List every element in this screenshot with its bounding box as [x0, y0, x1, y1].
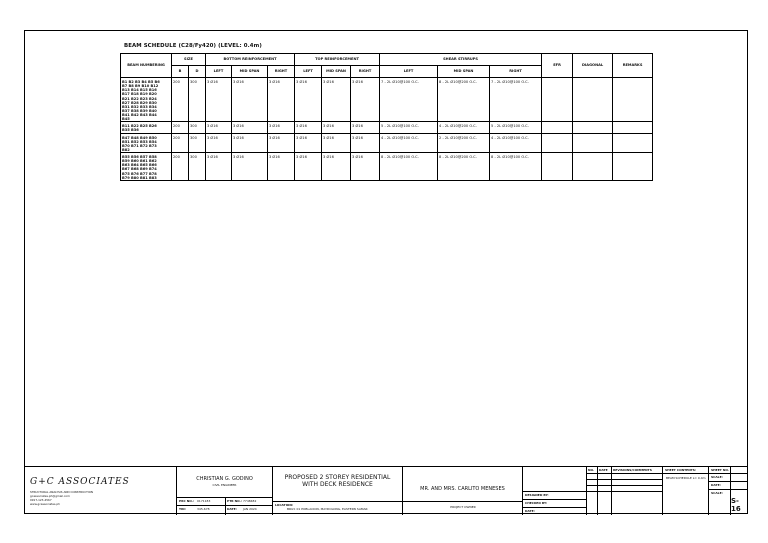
- logo-sub1: STRUCTURAL ANALYSIS AND CONSTRUCTION: [30, 490, 94, 494]
- header-diagonal: DIAGONAL: [573, 54, 613, 78]
- cell-diagonal: [573, 122, 613, 133]
- company-logo-cell: [24, 467, 176, 515]
- beam-schedule-table: [120, 53, 653, 181]
- header-top-reinforcement: TOP REINFORCEMENT: [295, 54, 380, 66]
- designed-by-label: DESIGNED BY:: [525, 493, 549, 497]
- cell-d: 300: [189, 78, 206, 122]
- beam-mark-line: B35 B36: [122, 128, 139, 133]
- cell-top-mid: 3 Ø16: [322, 133, 351, 153]
- tin-value: 345-678: [197, 507, 210, 511]
- beam-mark-line: B17 B18 B19 B20: [122, 92, 157, 97]
- beam-mark-line: B51 B52 B53 B54: [122, 139, 157, 144]
- header-stirrup-right: RIGHT: [490, 66, 542, 78]
- header-stirrup-mid: MID SPAN: [438, 66, 490, 78]
- beam-marks-cell: [121, 122, 172, 133]
- beam-marks-cell: [121, 78, 172, 122]
- cell-bot-right: 3 Ø16: [268, 122, 295, 133]
- scale-label: SCALE:: [711, 475, 723, 479]
- cell-st-right: 5 - 2L Ø10@100 O.C.: [490, 122, 542, 133]
- cell-efr: [542, 78, 573, 122]
- cell-d: 300: [189, 133, 206, 153]
- beam-mark-line: B13 B14 B15 B16: [122, 88, 157, 93]
- cell-top-right: 3 Ø16: [351, 153, 380, 181]
- cell-bot-left: 3 Ø16: [206, 122, 232, 133]
- cell-st-left: 8 - 2L Ø10@100 O.C.: [380, 153, 438, 181]
- beam-mark-line: B37 B38 B39 B40: [122, 108, 157, 113]
- cell-bot-mid: 3 Ø16: [232, 78, 268, 122]
- table-row: [121, 153, 653, 181]
- cell-top-mid: 3 Ø16: [322, 122, 351, 133]
- scale2-label: SCALE:: [711, 491, 723, 495]
- signatory-cell: [522, 467, 586, 515]
- location-label: LOCATION:: [275, 503, 294, 507]
- cell-top-mid: 3 Ø16: [322, 153, 351, 181]
- beam-mark-line: B67 B68 B69 B74: [122, 167, 157, 172]
- cell-st-left: 5 - 2L Ø10@100 O.C.: [380, 122, 438, 133]
- header-bottom-right: RIGHT: [268, 66, 295, 78]
- cell-b: 200: [172, 122, 189, 133]
- beam-marks-cell: [121, 153, 172, 181]
- beam-mark-line: B79 B80 B81 B83: [122, 175, 157, 180]
- prc-label: PRC NO.:: [179, 499, 195, 503]
- cell-remarks: [613, 153, 653, 181]
- header-d: D: [189, 66, 206, 78]
- cell-efr: [542, 133, 573, 153]
- cell-top-left: 3 Ø16: [295, 78, 322, 122]
- cell-remarks: [613, 78, 653, 122]
- header-remarks: REMARKS: [613, 54, 653, 78]
- header-b: B: [172, 66, 189, 78]
- logo-sub3: 0917-123-4567: [30, 498, 52, 502]
- cell-st-left: 7 - 2L Ø10@100 O.C.: [380, 78, 438, 122]
- sheet-contents-value: BEAM SCHEDULE L= 0.4m: [666, 476, 706, 480]
- revisions-cell: [586, 467, 662, 515]
- cell-diagonal: [573, 153, 613, 181]
- revision-remarks-header: REVISIONS/COMMENTS: [613, 468, 652, 472]
- beam-mark-line: B75 B76 B77 B78: [122, 171, 157, 176]
- cell-remarks: [613, 133, 653, 153]
- cell-bot-right: 3 Ø16: [268, 78, 295, 122]
- cell-efr: [542, 122, 573, 133]
- project-title: PROPOSED 2 STOREY RESIDENTIAL WITH DECK RESIDENCE: [284, 474, 391, 488]
- date-value: JAN 2024: [243, 507, 257, 511]
- engineer-name: CHRISTIAN G. GODINO: [196, 476, 253, 482]
- cell-bot-mid: 3 Ø16: [232, 133, 268, 153]
- header-beam-numbering: BEAM NUMBERING: [121, 54, 172, 78]
- table-row: [121, 133, 653, 153]
- beam-mark-line: B70 B71 B72 B73: [122, 143, 157, 148]
- revision-date-header: DATE: [599, 468, 608, 472]
- table-row: [121, 122, 653, 133]
- cell-top-right: 3 Ø16: [351, 122, 380, 133]
- cell-efr: [542, 153, 573, 181]
- header-top-left: LEFT: [295, 66, 322, 78]
- cell-st-left: 4 - 2L Ø10@100 O.C.: [380, 133, 438, 153]
- cell-b: 200: [172, 153, 189, 181]
- cell-b: 200: [172, 133, 189, 153]
- cell-st-mid: 4 - 2L Ø10@200 O.C.: [438, 122, 490, 133]
- cell-diagonal: [573, 133, 613, 153]
- cell-bot-mid: 3 Ø16: [232, 153, 268, 181]
- cell-d: 300: [189, 122, 206, 133]
- engineer-cell: [176, 467, 272, 515]
- beam-mark-line: B55 B56 B57 B58: [122, 155, 157, 159]
- cell-top-right: 3 Ø16: [351, 78, 380, 122]
- header-bottom-left: LEFT: [206, 66, 232, 78]
- sheet-contents-label: SHEET CONTENTS:: [665, 468, 697, 472]
- sheet-no-label: SHEET NO.: [711, 468, 729, 472]
- cell-st-right: 4 - 2L Ø10@100 O.C.: [490, 133, 542, 153]
- cell-st-right: 8 - 2L Ø10@100 O.C.: [490, 153, 542, 181]
- cell-b: 200: [172, 78, 189, 122]
- logo-sub4: www.gcassociates.ph: [30, 502, 60, 506]
- cell-st-mid: 2 - 2L Ø10@200 O.C.: [438, 133, 490, 153]
- date2-label: DATE:: [711, 483, 721, 487]
- sheet-number: S-16: [731, 497, 741, 513]
- cell-top-left: 3 Ø16: [295, 153, 322, 181]
- cell-top-left: 3 Ø16: [295, 133, 322, 153]
- beam-mark-line: B45: [122, 117, 130, 122]
- schedule-title: BEAM SCHEDULE (C28/Fy420) (LEVEL: 0.4m): [124, 43, 262, 49]
- beam-mark-line: B63 B64 B65 B66: [122, 163, 157, 168]
- header-efr: EFR: [542, 54, 573, 78]
- beam-marks-cell: [121, 133, 172, 153]
- prc-value: 0171183: [197, 499, 211, 503]
- logo-sub2: gcassociates.ph@gmail.com: [30, 494, 70, 498]
- cell-bot-left: 3 Ø16: [206, 78, 232, 122]
- beam-mark-line: B1 B2 B3 B4 B5 B6: [122, 80, 160, 84]
- header-shear-stirrups: SHEAR STIRRUPS: [380, 54, 542, 66]
- cell-st-mid: 8 - 2L Ø10@200 O.C.: [438, 78, 490, 122]
- tin-label: TIN:: [179, 507, 186, 511]
- title-block: [24, 466, 748, 514]
- cell-bot-mid: 3 Ø16: [232, 122, 268, 133]
- beam-mark-line: B59 B60 B61 B62: [122, 159, 157, 164]
- header-size: SIZE: [172, 54, 206, 66]
- checked-by-label: CHECKED BY:: [525, 501, 548, 505]
- dated-label: DATE:: [525, 509, 535, 513]
- header-stirrup-left: LEFT: [380, 66, 438, 78]
- revision-no-header: NO.: [588, 468, 595, 472]
- beam-mark-line: B47 B48 B49 B50: [122, 135, 157, 140]
- cell-remarks: [613, 122, 653, 133]
- company-logo: G+C ASSOCIATES: [30, 477, 130, 487]
- owner-label: PROJECT OWNER: [450, 505, 476, 509]
- beam-mark-line: B41 B42 B43 B44: [122, 113, 157, 117]
- beam-mark-line: B21 B22 B23 B24: [122, 96, 157, 101]
- cell-st-mid: 8 - 2L Ø10@200 O.C.: [438, 153, 490, 181]
- ptr-label: PTR NO.:: [227, 499, 242, 503]
- engineer-title: CIVIL ENGINEER: [212, 483, 237, 487]
- cell-diagonal: [573, 78, 613, 122]
- header-top-right: RIGHT: [351, 66, 380, 78]
- ptr-value: 7748482: [243, 499, 257, 503]
- beam-mark-line: B31 B32 B33 B34: [122, 104, 157, 109]
- cell-top-mid: 3 Ø16: [322, 78, 351, 122]
- table-row: [121, 78, 653, 122]
- date-label: DATE:: [227, 507, 237, 511]
- cell-top-left: 3 Ø16: [295, 122, 322, 133]
- owner-name: MR. AND MRS. CARLITO MENESES: [420, 486, 505, 492]
- location-value: BRGY. 01 POBLACION, MAYDOLONG, EASTERN SAMAR: [287, 507, 368, 511]
- cell-top-right: 3 Ø16: [351, 133, 380, 153]
- cell-bot-left: 3 Ø16: [206, 133, 232, 153]
- header-bottom-reinforcement: BOTTOM REINFORCEMENT: [206, 54, 295, 66]
- beam-mark-line: B27 B28 B29 B30: [122, 100, 157, 105]
- project-cell: [272, 467, 402, 515]
- beam-mark-line: B82: [122, 147, 130, 152]
- owner-cell: [402, 467, 522, 515]
- cell-st-right: 7 - 2L Ø10@100 O.C.: [490, 78, 542, 122]
- cell-bot-right: 3 Ø16: [268, 153, 295, 181]
- cell-bot-left: 3 Ø16: [206, 153, 232, 181]
- cell-bot-right: 3 Ø16: [268, 133, 295, 153]
- header-top-mid: MID SPAN: [322, 66, 351, 78]
- header-bottom-mid: MID SPAN: [232, 66, 268, 78]
- beam-mark-line: B7 B8 B9 B10 B12: [122, 84, 159, 89]
- beam-mark-line: B11 B22 B25 B26: [122, 124, 157, 129]
- cell-d: 300: [189, 153, 206, 181]
